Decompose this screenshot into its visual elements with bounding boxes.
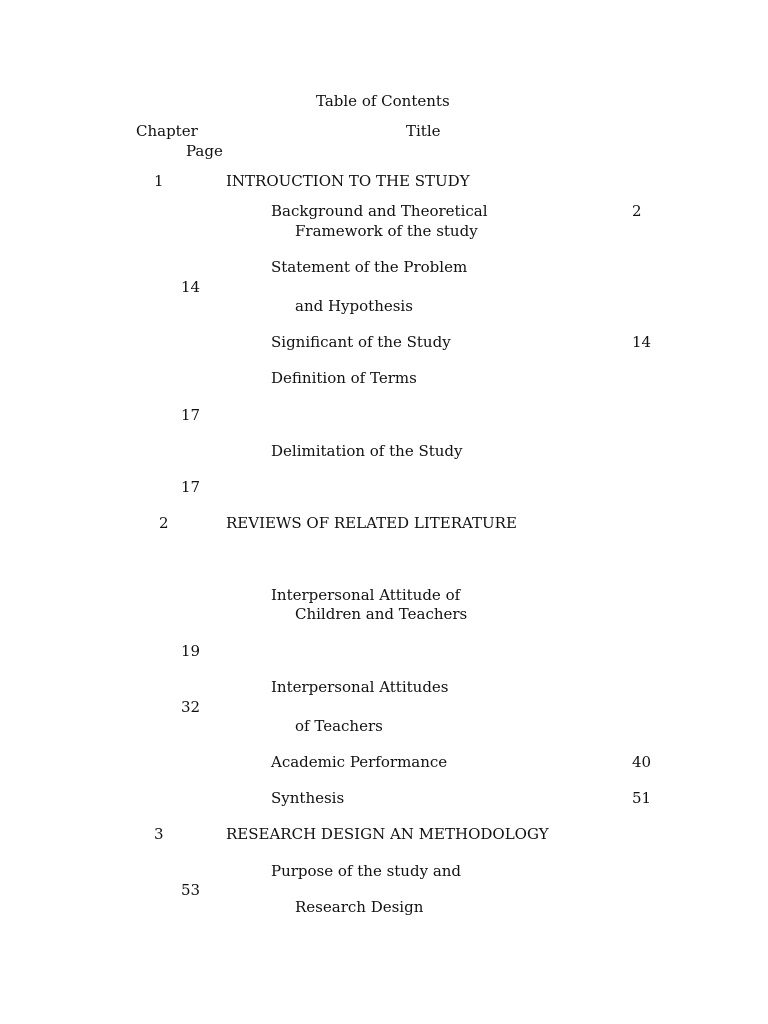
entry-title-line: Synthesis (271, 789, 345, 807)
entry-title-line: Interpersonal Attitudes (271, 678, 449, 696)
entry-title-line: Children and Teachers (295, 605, 468, 623)
entry-page-number: 2 (632, 202, 642, 220)
entry-title-line: Academic Performance (271, 753, 448, 771)
chapter-title: REVIEWS OF RELATED LITERATURE (226, 514, 517, 532)
entry-page-number: 14 (181, 278, 201, 296)
chapter-title: RESEARCH DESIGN AN METHODOLOGY (226, 825, 549, 843)
entry-page-number: 17 (181, 406, 201, 424)
entry-title-line: Framework of the study (295, 222, 478, 240)
entry-title-line: Research Design (295, 898, 424, 916)
entry-title-line: Statement of the Problem (271, 258, 468, 276)
entry-title-line: Interpersonal Attitude of (271, 586, 461, 604)
entry-title-line: and Hypothesis (295, 297, 413, 315)
entry-title-line: Definition of Terms (271, 369, 417, 387)
entry-page-number: 17 (181, 478, 201, 496)
page-column-header: Page (186, 142, 223, 160)
entry-page-number: 32 (181, 698, 201, 716)
chapter-title: INTROUCTION TO THE STUDY (226, 172, 470, 190)
entry-page-number: 19 (181, 642, 201, 660)
chapter-number: 3 (154, 825, 164, 843)
document-title: Table of Contents (316, 92, 450, 110)
entry-page-number: 53 (181, 881, 201, 899)
entry-page-number: 14 (632, 333, 652, 351)
entry-title-line: of Teachers (295, 717, 383, 735)
entry-title-line: Background and Theoretical (271, 202, 488, 220)
title-column-header: Title (406, 122, 441, 140)
chapter-number: 1 (154, 172, 164, 190)
entry-title-line: Significant of the Study (271, 333, 451, 351)
entry-page-number: 40 (632, 753, 652, 771)
entry-page-number: 51 (632, 789, 652, 807)
entry-title-line: Delimitation of the Study (271, 442, 463, 460)
chapter-column-header: Chapter (136, 122, 198, 140)
entry-title-line: Purpose of the study and (271, 862, 462, 880)
chapter-number: 2 (159, 514, 169, 532)
